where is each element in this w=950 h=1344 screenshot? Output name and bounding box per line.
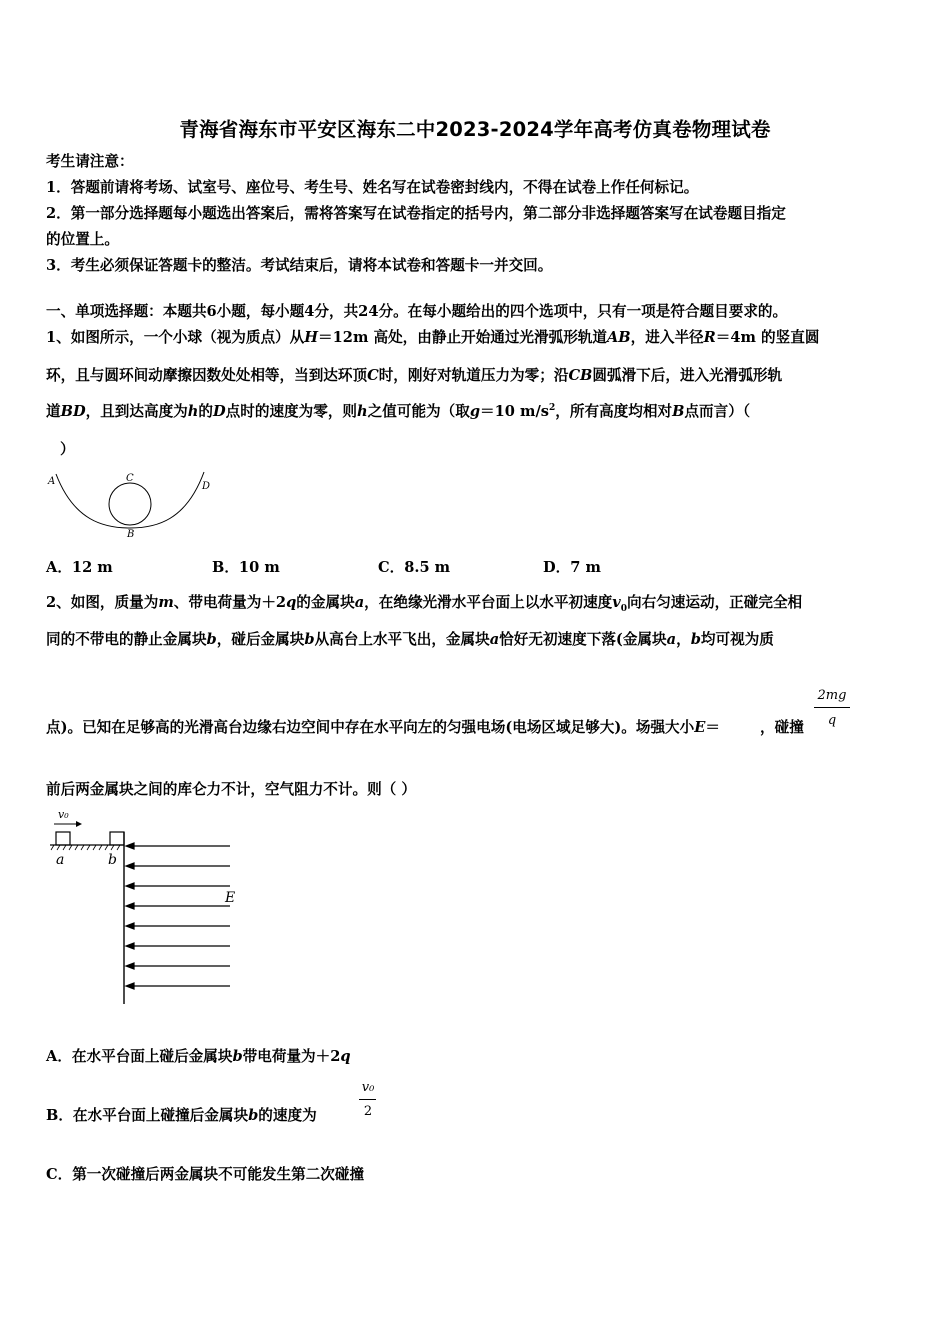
notice-item: 1．答题前请将考场、试室号、座位号、考生号、姓名写在试卷密封线内，不得在试卷上作任何标记。 (46, 179, 699, 196)
label-d: D (202, 481, 211, 492)
label-e: E (225, 890, 236, 906)
field-fraction-numerator: 2mg (817, 688, 847, 703)
label-b: B (127, 529, 135, 540)
question-2-figure (50, 804, 250, 1010)
field-fraction-denominator: q (827, 713, 837, 728)
notice-heading: 考生请注意： (46, 153, 134, 170)
option-a: A．在水平台面上碰后金属块b带电荷量为＋2q (46, 1048, 351, 1065)
page-title: 青海省海东市平安区海东二中2023-2024学年高考仿真卷物理试卷 (179, 118, 771, 141)
label-a: A (48, 476, 56, 487)
fraction-bar (359, 1099, 376, 1100)
question-2-line-4: 前后两金属块之间的库仑力不计，空气阻力不计。则（ ） (46, 781, 416, 798)
label-c: C (126, 473, 134, 484)
speed-fraction-numerator: v₀ (361, 1080, 375, 1095)
question-1-figure (44, 466, 224, 542)
notice-item: 的位置上。 (46, 231, 119, 248)
question-2-line-1: 2、如图，质量为m、带电荷量为＋2q的金属块a，在绝缘光滑水平台面上以水平初速度$v_0$向右匀速运动，正碰完全相 (46, 594, 803, 614)
label-b: b (108, 852, 117, 868)
question-2-line-3: 点)。已知在足够高的光滑高台边缘右边空间中存在水平向左的匀强电场(电场区域足够大)。场强大小E＝ ，碰撞 (46, 719, 804, 736)
label-a: a (56, 852, 65, 868)
option-b: B．10 m (212, 559, 280, 576)
label-v0: v₀ (58, 808, 69, 821)
option-d: D．7 m (543, 559, 601, 576)
question-1-line-4: ） (60, 441, 75, 458)
option-b: B．在水平台面上碰撞后金属块b的速度为 (46, 1107, 317, 1124)
section-heading: 一、单项选择题：本题共6小题，每小题4分，共24分。在每小题给出的四个选项中，只有一项是符合题目要求的。 (46, 303, 788, 320)
option-a: A．12 m (46, 559, 113, 576)
speed-fraction-denominator: 2 (363, 1104, 373, 1119)
option-c: C．8.5 m (378, 559, 451, 576)
fraction-bar (814, 707, 850, 708)
notice-item: 3．考生必须保证答题卡的整洁。考试结束后，请将本试卷和答题卡一并交回。 (46, 257, 553, 274)
question-1-line-1: 1、如图所示，一个小球（视为质点）从H＝12m 高处，由静止开始通过光滑弧形轨道AB，进入半径R＝4m 的竖直圆 (46, 329, 820, 346)
question-1-line-2: 环，且与圆环间动摩擦因数处处相等，当到达环顶C时，刚好对轨道压力为零；沿CB圆弧滑下后，进入光滑弧形轨 (46, 367, 783, 384)
question-2-line-2: 同的不带电的静止金属块b，碰后金属块b从高台上水平飞出，金属块a恰好无初速度下落(金属块a，b均可视为质 (46, 631, 774, 648)
question-1-line-3: 道BD，且到达高度为h的D点时的速度为零，则h之值可能为（取g＝10 $m/s^2$，所有高度均相对B点而言）（ (46, 403, 751, 420)
option-c: C．第一次碰撞后两金属块不可能发生第二次碰撞 (46, 1166, 365, 1183)
notice-item: 2．第一部分选择题每小题选出答案后，需将答案写在试卷指定的括号内，第二部分非选择题答案写在试卷题目指定 (46, 205, 786, 222)
